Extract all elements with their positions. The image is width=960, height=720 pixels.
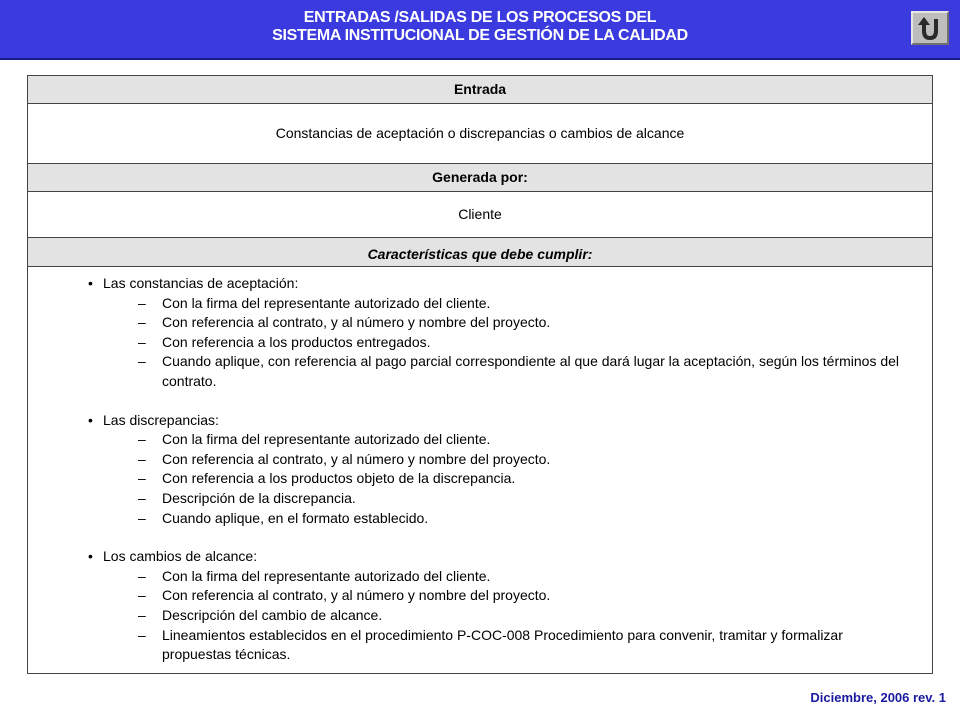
back-button[interactable] — [911, 11, 949, 45]
process-table — [27, 75, 933, 674]
entrada-value: Constancias de aceptación o discrepancias o cambios de alcance — [28, 104, 932, 164]
generada-header: Generada por: — [28, 164, 932, 192]
page-title — [150, 9, 810, 45]
header-bar — [0, 0, 960, 60]
group-title: • Las constancias de aceptación: — [28, 274, 932, 294]
group-spacer — [28, 392, 932, 411]
caracteristicas-header: Características que debe cumplir: — [28, 238, 932, 267]
requirement-item: – Con referencia a los productos entregados. — [28, 333, 932, 353]
caracteristicas-list — [28, 267, 932, 673]
requirement-item: – Con la firma del representante autorizado del cliente. — [28, 567, 932, 587]
requirement-item: – Con referencia al contrato, y al número y nombre del proyecto. — [28, 586, 932, 606]
group-title: • Los cambios de alcance: — [28, 547, 932, 567]
title-line-2: SISTEMA INSTITUCIONAL DE GESTIÓN DE LA CALIDAD — [272, 27, 688, 44]
u-turn-back-icon — [917, 16, 943, 42]
requirement-item: – Con referencia al contrato, y al número y nombre del proyecto. — [28, 450, 932, 470]
requirement-item: – Cuando aplique, en el formato establecido. — [28, 509, 932, 529]
footer-revision: Diciembre, 2006 rev. 1 — [810, 690, 946, 705]
group-title: • Las discrepancias: — [28, 411, 932, 431]
requirement-item: – Con la firma del representante autorizado del cliente. — [28, 430, 932, 450]
requirement-item: – Cuando aplique, con referencia al pago parcial correspondiente al que dará lugar la aceptación, según los términos del contrato. — [28, 352, 932, 391]
requirement-item: – Lineamientos establecidos en el procedimiento P-COC-008 Procedimiento para convenir, tramitar y formalizar propuestas técnicas. — [28, 626, 932, 665]
requirement-item: – Con la firma del representante autorizado del cliente. — [28, 294, 932, 314]
entrada-header: Entrada — [28, 76, 932, 104]
requirement-item: – Con referencia a los productos objeto de la discrepancia. — [28, 469, 932, 489]
requirement-item: – Descripción de la discrepancia. — [28, 489, 932, 509]
group-spacer — [28, 528, 932, 547]
requirement-item: – Con referencia al contrato, y al número y nombre del proyecto. — [28, 313, 932, 333]
title-line-1: ENTRADAS /SALIDAS DE LOS PROCESOS DEL — [303, 9, 657, 26]
requirement-item: – Descripción del cambio de alcance. — [28, 606, 932, 626]
generada-value: Cliente — [28, 192, 932, 238]
